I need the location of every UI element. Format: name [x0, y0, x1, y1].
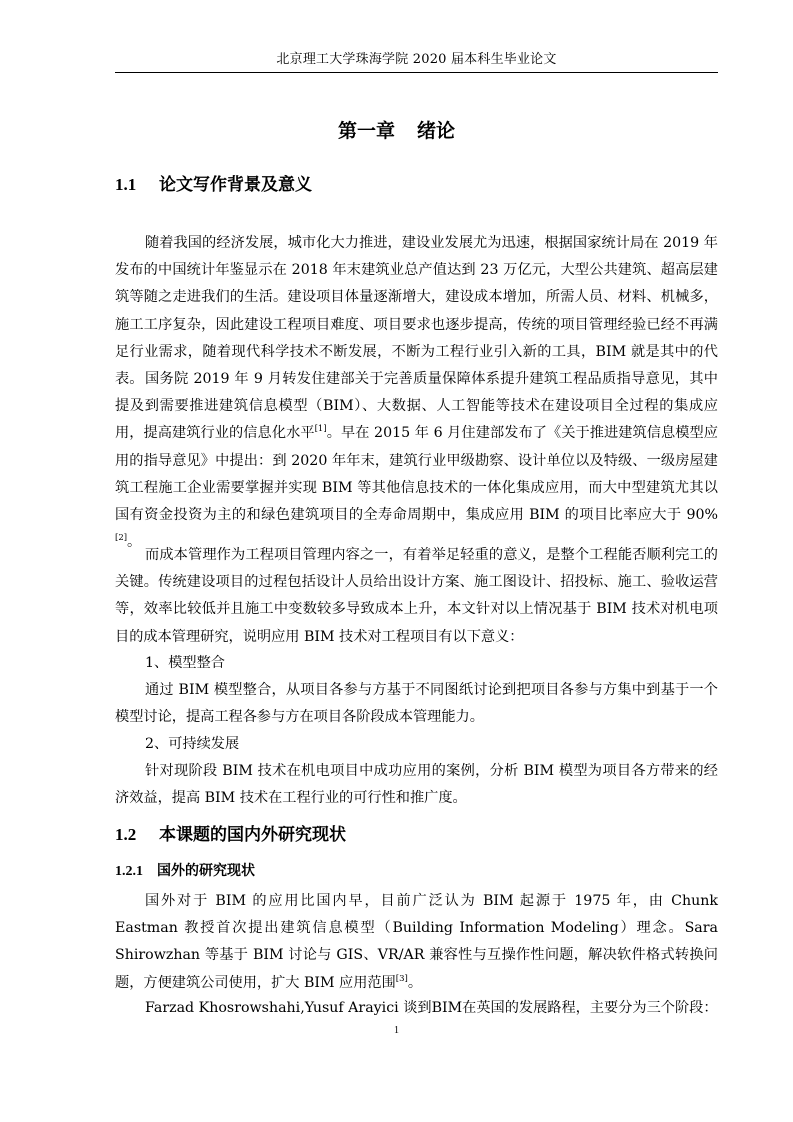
text-run: 国务院 2019 年 9 月转发住建部关于完善质量保障体系提升建筑工程品质指导意见，其中提及到需要推进建筑信息模型（BIM）、大数据、人工智能等技术在建设项目全过程的集成应用，提高建筑行业的信息化水平	[115, 371, 718, 442]
citation-2: [2]	[115, 533, 128, 544]
list-item-text-2: 针对现阶段 BIM 技术在机电项目中成功应用的案例，分析 BIM 模型为项目各方带来的经济效益，提高 BIM 技术在工程行业的可行性和推广度。	[115, 763, 718, 807]
chapter-number: 第一章	[337, 120, 395, 142]
text-run: 。早在 2015 年 6 月住建部发布了《关于推进建筑信息模型应用的指导意见》中提出：到 2020 年年末，建筑行业甲级勘察、设计单位以及特级、一级房屋建筑工程施工企业需要掌握并实现 BIM 等其他信息技术的一体化集成应用，而大中型建筑尤其以国有资金投资为主的和绿色建筑项目的全寿命周期中，集成应用 BIM 的项目比率应大于 90%	[115, 425, 718, 524]
chapter-title	[0, 116, 793, 143]
subsection-title: 国外的研究现状	[157, 863, 255, 879]
page-number: 1	[394, 1025, 399, 1036]
subsection-number: 1.2.1	[115, 864, 143, 879]
chapter-name: 绪论	[417, 120, 456, 142]
section-heading-1-1	[115, 170, 312, 195]
paragraph-policy	[115, 366, 718, 556]
paragraph-background: 随着我国的经济发展，城市化大力推进，建设业发展尤为迅速，根据国家统计局在 2019 年发布的中国统计年鉴显示在 2018 年末建筑业总产值达到 23 万亿元，大型公共建筑、超高层建筑等随之走进我们的生活。建设项目体量逐渐增大，建设成本增加，所需人员、材料、机械多，施工工序复杂，因此建设工程项目难度、项目要求也逐步提高，传统的项目管理经验已经不再满足行业需求，随着现代科学技术不断发展，不断为工程行业引入新的工具，BIM 就是其中的代表。	[115, 235, 718, 388]
section-number: 1.2	[115, 825, 137, 844]
subsection-heading-1-2-1	[115, 860, 255, 880]
section-heading-1-2	[115, 820, 346, 845]
list-item-title-1: 1、模型整合	[145, 655, 225, 671]
section-title: 论文写作背景及意义	[159, 175, 312, 195]
section-title: 本课题的国内外研究现状	[159, 825, 346, 845]
running-header: 北京理工大学珠海学院 2020 届本科生毕业论文	[276, 52, 557, 67]
citation-1: [1]	[314, 424, 327, 435]
list-item-title-2: 2、可持续发展	[145, 736, 240, 752]
text-run: 。	[407, 974, 423, 991]
section-number: 1.1	[115, 175, 137, 194]
citation-3: [3]	[395, 973, 408, 984]
paragraph-uk-development: Farzad Khosrowshahi,Yusuf Arayici 谈到BIM在英国的发展路程，主要分为三个阶段：	[145, 1000, 718, 1016]
list-item-text-1: 通过 BIM 模型整合，从项目各参与方基于不同图纸讨论到把项目各参与方集中到基于一个模型讨论，提高工程各参与方在项目各阶段成本管理能力。	[115, 682, 718, 726]
header-rule	[115, 72, 718, 73]
paragraph-cost-management: 而成本管理作为工程项目管理内容之一，有着举足轻重的意义，是整个工程能否顺利完工的关键。传统建设项目的过程包括设计人员给出设计方案、施工图设计、招投标、施工、验收运营等，效率比较低并且施工中变数较多导致成本上升，本文针对以上情况基于 BIM 技术对机电项目的成本管理研究，说明应用 BIM 技术对工程项目有以下意义：	[115, 547, 718, 645]
text-run: 。	[127, 534, 142, 551]
text-run: 国外对于 BIM 的应用比国内早，目前广泛认为 BIM 起源于 1975 年，由 Chunk Eastman 教授首次提出建筑信息模型（Building Information Modeling）理念。Sara Shirowzhan 等基于 BIM 讨论与 GIS、VR/AR 兼容性与互操作性问题，解决软件格式转换问题，方便建筑公司使用，扩大 BIM 应用范围	[115, 893, 718, 991]
paragraph-foreign-research	[115, 888, 718, 997]
